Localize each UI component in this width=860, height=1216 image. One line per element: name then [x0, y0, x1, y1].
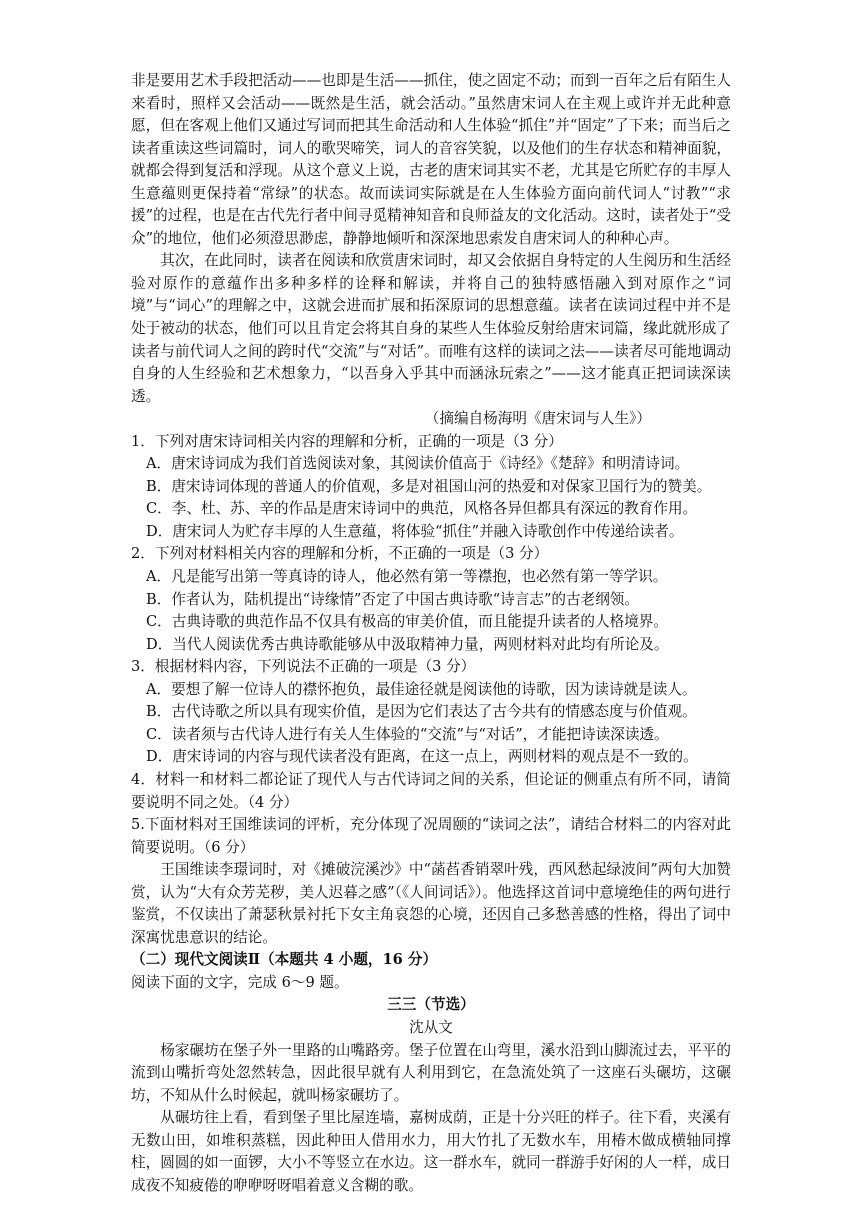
question-option: D．唐宋诗词的内容与现代读者没有距离，在这一点上，两则材料的观点是不一致的。 [146, 748, 698, 766]
question-option: A．要想了解一位诗人的襟怀抱负，最佳途径就是阅读他的诗歌，因为读诗就是读人。 [146, 680, 697, 698]
section-instruction: 阅读下面的文字，完成 6～9 题。 [131, 973, 349, 991]
question-stem: 1．下列对唐宋诗词相关内容的理解和分析，正确的一项是（3 分） [131, 432, 563, 450]
question-option: C．李、杜、苏、辛的作品是唐宋诗词中的典范，风格各异但都具有深远的教育作用。 [146, 500, 698, 518]
question-option: C．古典诗歌的典范作品不仅具有极高的审美价值，而且能提升读者的人格境界。 [146, 613, 668, 631]
question-option: B．古代诗歌之所以具有现实价值，是因为它们表达了古今共有的情感态度与价值观。 [146, 703, 697, 721]
question-stem: 3．根据材料内容，下列说法不正确的一项是（3 分） [131, 658, 476, 676]
exam-page [131, 70, 731, 1197]
question-stem: 2．下列对材料相关内容的理解和分析，不正确的一项是（3 分） [131, 545, 549, 563]
question-option: A．凡是能写出第一等真诗的诗人，他必然有第一等襟抱，也必然有第一等学识。 [146, 568, 668, 586]
question-option: D．唐宋词人为贮存丰厚的人生意蕴，将体验“抓住”并融入诗歌创作中传递给读者。 [146, 522, 684, 540]
passage-paragraph: 非是要用艺术手段把活动——也即是生活——抓住，使之固定不动；而到一百年之后有陌生人来看时，照样又会活动——既然是生活，就会活动。”虽然唐宋词人在主观上或许并无此种意愿，但在客观上他们又通过写词而把其生命活动和人生体验“抓住”并“固定”了下来；而当后之读者重读这些词篇时，词人的歌哭啼笑，词人的音容笑貌，以及他们的生存状态和精神面貌，就都会得到复活和浮现。从这个意义上说，古老的唐宋词其实不老，尤其是它所贮存的丰厚人生意蕴则更保持着“常绿”的状态。故而读词实际就是在人生体验方面向前代词人“讨教”“求援”的过程，也是在古代先行者中间寻觅精神知音和良师益友的文化活动。这时，读者处于“受众”的地位，他们必须澄思渺虑，静静地倾听和深深地思索发自唐宋词人的种种心声。 [131, 72, 731, 247]
story-paragraph: 从碾坊往上看，看到堡子里比屋连墙，嘉树成荫，正是十分兴旺的样子。往下看，夹溪有无数山田，如堆积蒸糕，因此种田人借用水力，用大竹扎了无数水车，用椿木做成横轴同撑柱，圆圆的如一面锣，大小不等竖立在水边。这一群水车，就同一群游手好闲的人一样，成日成夜不知疲倦的咿咿呀呀唱着意义含糊的歌。 [131, 1109, 731, 1194]
question-option: D．当代人阅读优秀古典诗歌能够从中汲取精神力量，两则材料对此均有所论及。 [146, 635, 669, 653]
question-option: A．唐宋诗词成为我们首选阅读对象，其阅读价值高于《诗经》《楚辞》和明清诗词。 [146, 455, 690, 473]
passage-source: （摘编自杨海明《唐宋词与人生》） [424, 410, 651, 428]
question-4: 4．材料一和材料二都论证了现代人与古代诗词之间的关系，但论证的侧重点有所不同，请简要说明不同之处。（4 分） [131, 770, 731, 811]
question-5-material: 王国维读李璟词时，对《摊破浣溪沙》中“菡萏香销翠叶残，西风愁起绿波间”两句大加赞赏，认为“大有众芳芜秽，美人迟暮之感”（《人间词话》）。他选择这首词中意境绝佳的两句进行鉴赏，不仅读出了萧瑟秋景衬托下女主角哀怨的心境，还因自己多愁善感的性格，得出了词中深寓忧患意识的结论。 [131, 861, 731, 946]
question-option: B．作者认为，陆机提出“诗缘情”否定了中国古典诗歌“诗言志”的古老纲领。 [146, 590, 639, 608]
passage-paragraph: 其次，在此同时，读者在阅读和欣赏唐宋词时，却又会依据自身特定的人生阅历和生活经验对原作的意蕴作出多种多样的诠释和解读，并将自己的独特感悟融入到对原作之“词境”与“词心”的理解之中，这就会进而扩展和拓深原词的思想意蕴。读者在读词过程中并不是处于被动的状态，他们可以且肯定会将其自身的某些人生体验反射给唐宋词篇，缘此就形成了读者与前代词人之间的跨时代“交流”与“对话”。而唯有这样的读词之法——读者尽可能地调动自身的人生经验和艺术想象力，“以吾身入乎其中而涵泳玩索之”——这才能真正把词读深读透。 [131, 252, 731, 405]
story-author: 沈从文 [409, 1018, 453, 1036]
question-option: B．唐宋诗词体现的普通人的价值观，多是对祖国山河的热爱和对保家卫国行为的赞美。 [146, 477, 712, 495]
question-option: C．读者须与古代诗人进行有关人生体验的“交流”与“对话”，才能把诗读深读透。 [146, 725, 669, 743]
story-title: 三三（节选） [387, 996, 475, 1014]
question-5: 5.下面材料对王国维读词的评析，充分体现了况周颐的“读词之法”，请结合材料二的内容对此简要说明。（6 分） [131, 816, 731, 856]
story-paragraph: 杨家碾坊在堡子外一里路的山嘴路旁。堡子位置在山弯里，溪水沿到山脚流过去，平平的流到山嘴折弯处忽然转急，因此很早就有人利用到它，在急流处筑了一这座石头碾坊，这碾坊，不知从什么时候起，就叫杨家碾坊了。 [131, 1041, 731, 1104]
section-heading: （二）现代文阅读Ⅱ（本题共 4 小题，16 分） [131, 951, 438, 969]
